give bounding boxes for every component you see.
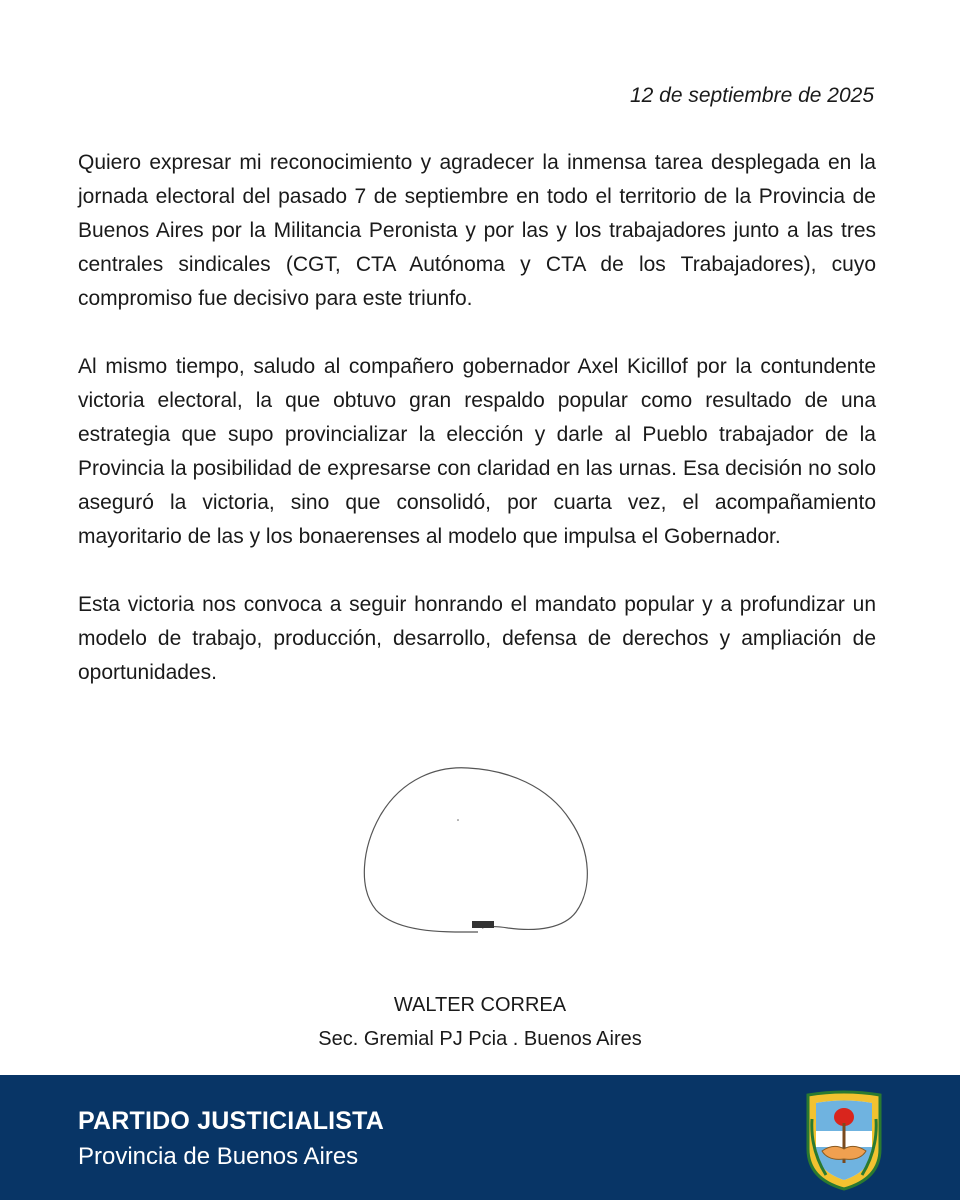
footer-banner bbox=[0, 1075, 960, 1200]
signer-name: WALTER CORREA bbox=[393, 994, 567, 1016]
paragraph-1: Quiero expresar mi reconocimiento y agradecer la inmensa tarea desplegada en la jornada electoral del pasado 7 de septiembre en todo el territorio de la Provincia de Buenos Aires por la Militancia Peronista y por las y los trabajadores junto a las tres centrales sindicales (CGT, CTA Autónoma y CTA de los Trabajadores), cuyo compromiso fue decisivo para este triunfo. bbox=[78, 151, 876, 310]
letter-date: 12 de septiembre de 2025 bbox=[629, 84, 874, 107]
paragraph-2: Al mismo tiempo, saludo al compañero gobernador Axel Kicillof por la contundente victoria electoral, la que obtuvo gran respaldo popular como resultado de una estrategia que supo provincializar la elección y darle al Pueblo trabajador de la Provincia la posibilidad de expresarse con claridad en las urnas. Esa decisión no solo aseguró la victoria, sino que consolidó, por cuarta vez, el acompañamiento mayoritario de las y los bonaerenses al modelo que impulsa el Gobernador. bbox=[78, 355, 876, 548]
party-name: PARTIDO JUSTICIALISTA bbox=[78, 1107, 385, 1135]
signer-title: Sec. Gremial PJ Pcia . Buenos Aires bbox=[318, 1028, 642, 1050]
paragraph-3: Esta victoria nos convoca a seguir honrando el mandato popular y a profundizar un modelo de trabajo, producción, desarrollo, defensa de derechos y ampliación de oportunidades. bbox=[78, 593, 876, 684]
party-province: Provincia de Buenos Aires bbox=[78, 1143, 359, 1170]
pj-emblem-icon bbox=[804, 1089, 884, 1191]
letter-body bbox=[78, 146, 876, 724]
handwritten-signature bbox=[358, 760, 598, 940]
